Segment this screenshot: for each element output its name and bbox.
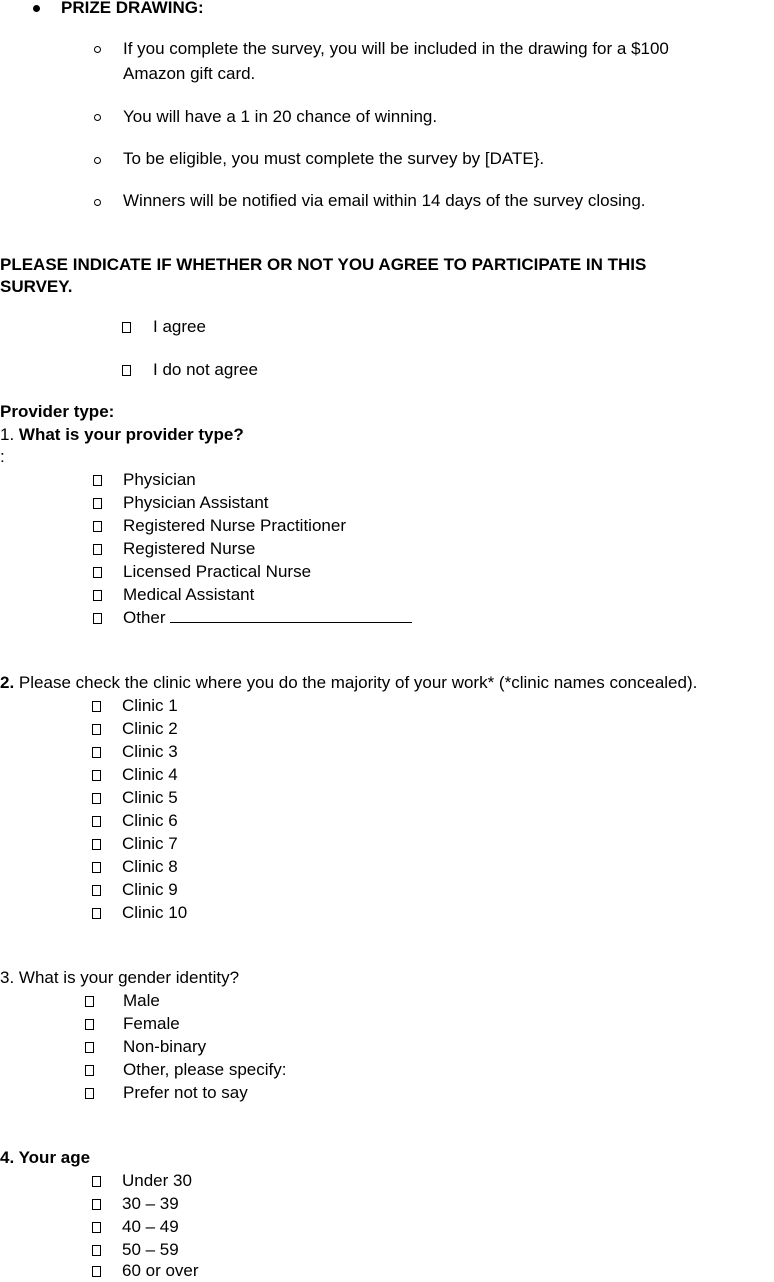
checkbox-icon[interactable] <box>85 1065 94 1076</box>
option-label: 40 – 49 <box>122 1217 179 1236</box>
checkbox-icon[interactable] <box>122 365 131 376</box>
option-label: Registered Nurse <box>123 539 256 558</box>
option-label: Clinic 5 <box>122 788 178 807</box>
option-label: Clinic 9 <box>122 880 178 899</box>
checkbox-icon[interactable] <box>93 498 102 509</box>
question-2 <box>0 672 697 694</box>
checkbox-icon[interactable] <box>92 839 101 850</box>
option-label: Clinic 10 <box>122 903 188 922</box>
checkbox-icon[interactable] <box>92 816 101 827</box>
option-label: I agree <box>153 317 206 336</box>
option-label: Medical Assistant <box>123 585 255 604</box>
checkbox-icon[interactable] <box>92 1222 101 1233</box>
checkbox-icon[interactable] <box>92 770 101 781</box>
option-label: Non-binary <box>123 1037 207 1056</box>
option-label: Physician Assistant <box>123 493 269 512</box>
question-text: Please check the clinic where you do the majority of your work* (*clinic names concealed). <box>18 673 698 692</box>
option-label: Under 30 <box>122 1171 192 1190</box>
checkbox-icon[interactable] <box>93 613 102 624</box>
circle-bullet-icon <box>94 199 101 206</box>
question-text: What is your provider type? <box>18 425 244 444</box>
checkbox-icon[interactable] <box>93 567 102 578</box>
checkbox-icon[interactable] <box>92 1199 101 1210</box>
consent-heading: SURVEY. <box>0 277 73 296</box>
option-label: Physician <box>123 470 196 489</box>
question-number: 2. <box>0 673 15 692</box>
option-label: Other, please specify: <box>123 1060 287 1079</box>
option-label: Female <box>123 1014 180 1033</box>
option-label: 50 – 59 <box>122 1240 179 1259</box>
checkbox-icon[interactable] <box>92 1266 101 1277</box>
section-heading: Provider type: <box>0 402 115 421</box>
stray-colon: : <box>0 447 5 466</box>
checkbox-icon[interactable] <box>92 1245 101 1256</box>
prize-heading: PRIZE DRAWING: <box>61 0 204 17</box>
checkbox-icon[interactable] <box>85 1042 94 1053</box>
checkbox-icon[interactable] <box>93 475 102 486</box>
option-label <box>123 607 412 629</box>
option-label: 30 – 39 <box>122 1194 179 1213</box>
checkbox-icon[interactable] <box>92 747 101 758</box>
question-1 <box>0 424 244 446</box>
question-3: 3. What is your gender identity? <box>0 968 240 987</box>
checkbox-icon[interactable] <box>92 885 101 896</box>
question-number: 1. <box>0 425 15 444</box>
circle-bullet-icon <box>94 157 101 164</box>
checkbox-icon[interactable] <box>92 793 101 804</box>
checkbox-icon[interactable] <box>122 322 131 333</box>
option-label: Clinic 1 <box>122 696 178 715</box>
other-blank-line[interactable] <box>170 607 412 623</box>
checkbox-icon[interactable] <box>92 862 101 873</box>
checkbox-icon[interactable] <box>92 724 101 735</box>
option-label: Clinic 4 <box>122 765 178 784</box>
consent-heading: PLEASE INDICATE IF WHETHER OR NOT YOU AGREE TO PARTICIPATE IN THIS <box>0 255 647 274</box>
bullet-icon <box>33 5 40 12</box>
checkbox-icon[interactable] <box>85 996 94 1007</box>
prize-item: You will have a 1 in 20 chance of winning. <box>123 107 438 126</box>
other-label: Other <box>123 608 166 627</box>
prize-item: Winners will be notified via email within 14 days of the survey closing. <box>123 191 646 210</box>
checkbox-icon[interactable] <box>92 908 101 919</box>
prize-item: If you complete the survey, you will be included in the drawing for a $100 <box>123 39 669 58</box>
option-label: Licensed Practical Nurse <box>123 562 312 581</box>
checkbox-icon[interactable] <box>93 590 102 601</box>
checkbox-icon[interactable] <box>93 544 102 555</box>
checkbox-icon[interactable] <box>93 521 102 532</box>
option-label: Clinic 6 <box>122 811 178 830</box>
prize-item: Amazon gift card. <box>123 64 256 83</box>
question-4: 4. Your age <box>0 1148 91 1167</box>
option-label: Prefer not to say <box>123 1083 248 1102</box>
checkbox-icon[interactable] <box>85 1088 94 1099</box>
prize-item: To be eligible, you must complete the survey by [DATE}. <box>123 149 545 168</box>
option-label: I do not agree <box>153 360 258 379</box>
option-label: Clinic 2 <box>122 719 178 738</box>
checkbox-icon[interactable] <box>92 1176 101 1187</box>
circle-bullet-icon <box>94 114 101 121</box>
option-label: Clinic 3 <box>122 742 178 761</box>
option-label: Male <box>123 991 160 1010</box>
option-label: Clinic 7 <box>122 834 178 853</box>
checkbox-icon[interactable] <box>85 1019 94 1030</box>
option-label: Clinic 8 <box>122 857 178 876</box>
checkbox-icon[interactable] <box>92 701 101 712</box>
option-label: 60 or over <box>122 1261 199 1280</box>
circle-bullet-icon <box>94 46 101 53</box>
option-label: Registered Nurse Practitioner <box>123 516 346 535</box>
